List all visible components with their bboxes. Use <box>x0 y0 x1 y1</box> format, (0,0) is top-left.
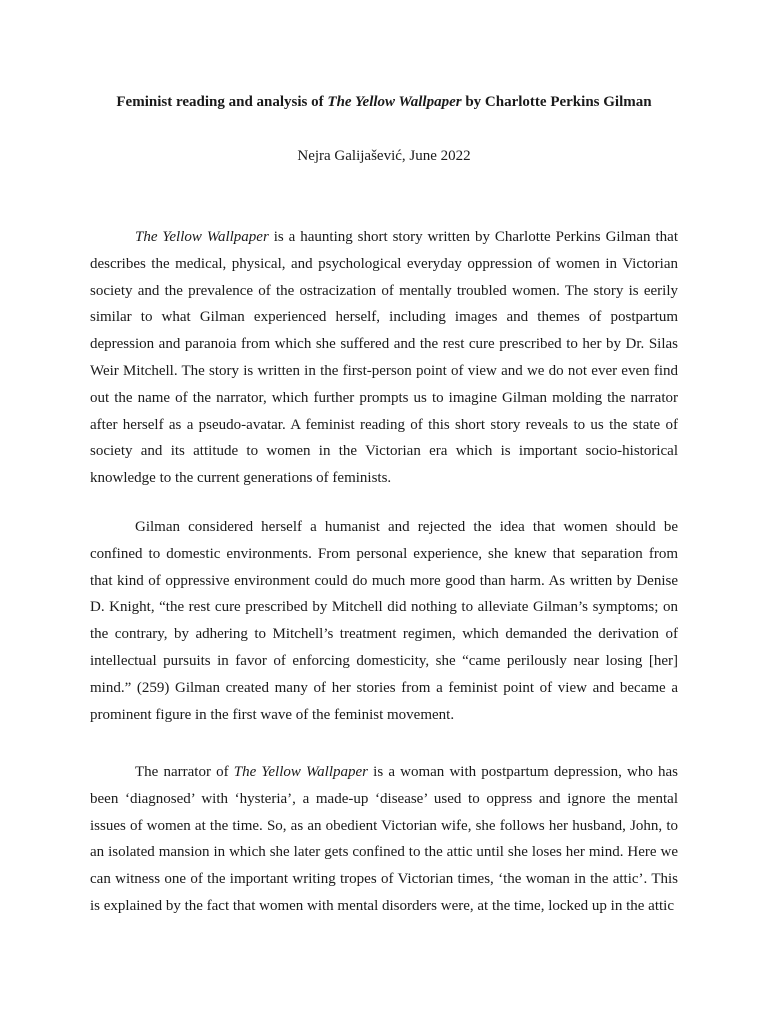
paragraph-3-work: The Yellow Wallpaper <box>233 764 368 780</box>
paragraph-1-text: is a haunting short story written by Charlotte Perkins Gilman that describes the medical, physical, and psychological everyday oppression of women in Victorian society and the prevalence of the ostracization of mentally troubled women. The story is eerily similar to what Gilman experienced herself, including images and themes of postpartum depression and paranoia from which she suffered and the rest cure prescribed to her by Dr. Silas Weir Mitchell. The story is written in the first-person point of view and we do not ever even find out the name of the narrator, which further prompts us to imagine Gilman molding the narrator after herself as a pseudo-avatar. A feminist reading of this short story reveals to us the state of society and its attitude to women in the Victorian era which is important socio-historical knowledge to the current generations of feminists. <box>90 229 678 487</box>
paragraph-1 <box>90 224 678 492</box>
paragraph-1-lead: The Yellow Wallpaper <box>135 229 269 245</box>
author-byline: Nejra Galijašević, June 2022 <box>297 148 471 164</box>
paragraph-2 <box>90 514 678 728</box>
paragraph-2-text: Gilman considered herself a humanist and rejected the idea that women should be confined to domestic environments. From personal experience, she knew that separation from that kind of oppressive environment could do much more good than harm. As written by Denise D. Knight, “the rest cure prescribed by Mitchell did nothing to alleviate Gilman’s symptoms; on the contrary, by adhering to Mitchell’s treatment regimen, which demanded the derivation of intellectual pursuits in favor of enforcing domesticity, she “came perilously near losing [her] mind.” (259) Gilman created many of her stories from a feminist point of view and became a prominent figure in the first wave of the feminist movement. <box>90 519 678 723</box>
paragraph-3-text: is a woman with postpartum depression, who has been ‘diagnosed’ with ‘hysteria’, a made-up ‘disease’ used to oppress and ignore the mental issues of women at the time. So, as an obedient Victorian wife, she follows her husband, John, to an isolated mansion in which she later gets confined to the attic until she loses her mind. Here we can witness one of the important writing tropes of Victorian times, ‘the woman in the attic’. This is explained by the fact that women with mental disorders were, at the time, locked up in the attic <box>90 764 678 914</box>
paragraph-3-before: The narrator of <box>135 764 234 780</box>
title-prefix: Feminist reading and analysis of <box>116 94 328 110</box>
document-title <box>0 92 768 112</box>
title-work: The Yellow Wallpaper <box>327 94 462 110</box>
paragraph-3 <box>90 759 678 920</box>
title-suffix: by Charlotte Perkins Gilman <box>461 94 652 110</box>
